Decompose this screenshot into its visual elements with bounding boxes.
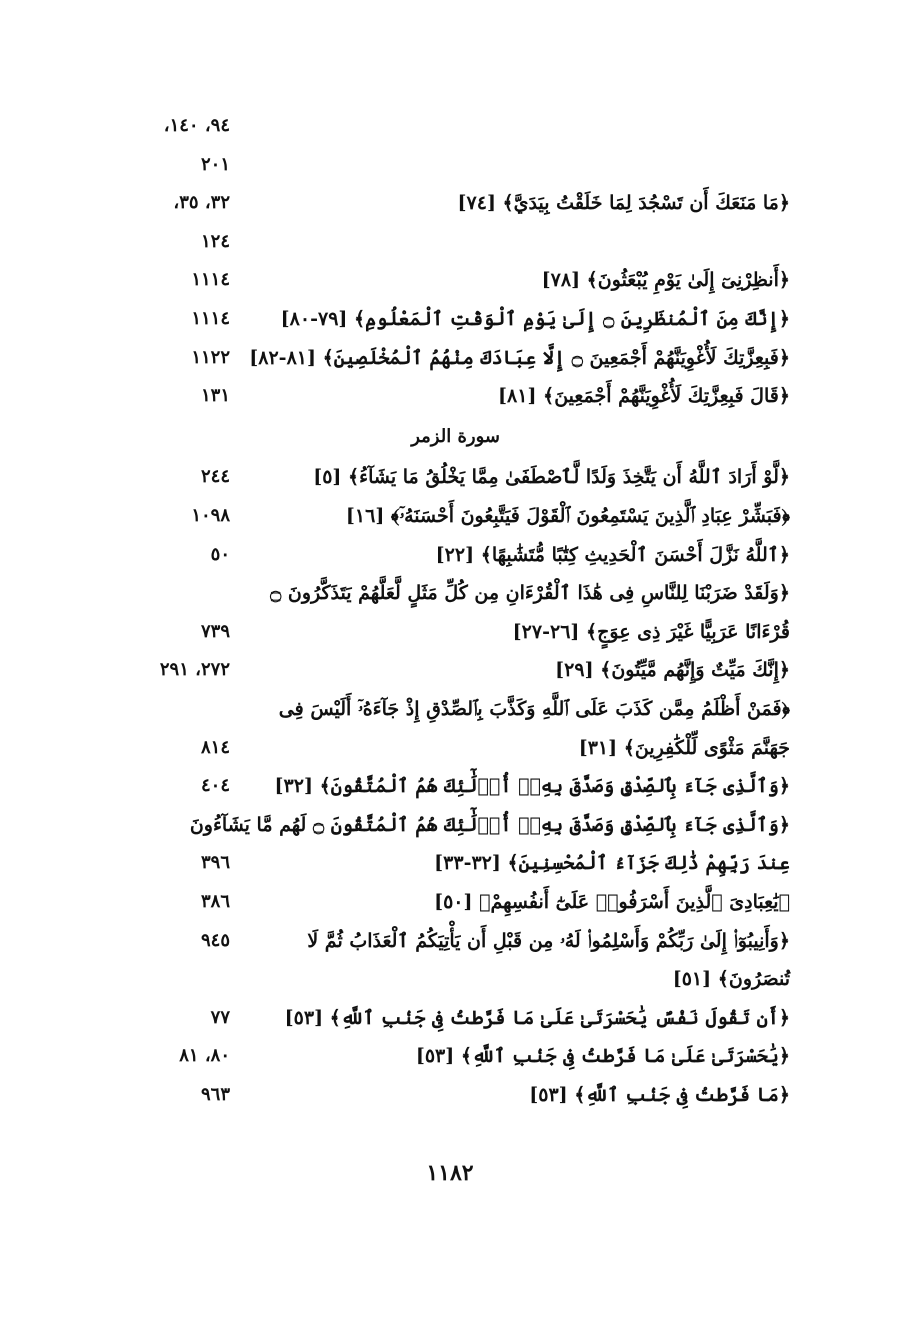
verse-text: ﴿أَن تَقُولَ نَفْسٌ يَٰحَسْرَتَىٰ عَلَىٰ مَا فَرَّطتُ فِى جَنۢبِ ٱللَّهِ﴾ [٥٣] <box>284 1006 790 1029</box>
page-references: ٧٧ <box>210 1006 230 1028</box>
page-references: ١١١٤ <box>191 269 230 291</box>
index-entry <box>0 573 900 613</box>
verse-text: ﴿إِنَّكَ مَيِّتٌ وَإِنَّهُم مَّيِّتُونَ﴾ [٢٩] <box>555 659 790 682</box>
verse-text: جَهَنَّمَ مَثْوًى لِّلْكَٰفِرِينَ﴾ [٣١] <box>578 736 790 759</box>
page-references: ٩٤٥ <box>200 929 230 951</box>
index-entry <box>0 882 900 922</box>
verse-text: ﴿وَلَقَدْ ضَرَبْنَا لِلنَّاسِ فِى هَٰذَا ٱلْقُرْءَانِ مِن كُلِّ مَثَلٍ لَّعَلَّهُمْ يَتَذَكَّرُونَ ۝ <box>270 582 790 605</box>
index-entry <box>0 338 900 378</box>
verse-text: ﴿فَبِعِزَّتِكَ لَأُغْوِيَنَّهُمْ أَجْمَعِينَ ۝ إِلَّا عِبَادَكَ مِنْهُمُ ٱلْمُخْلَصِينَ﴾ [٨١-٨٢] <box>249 346 790 369</box>
page-references: ٣٨٦ <box>200 891 230 912</box>
verse-text: ﴿ٱللَّهُ نَزَّلَ أَحْسَنَ ٱلْحَدِيثِ كِتَٰبًا مُّتَشَٰبِهًا﴾ [٢٢] <box>435 543 790 566</box>
page-references: ١٣١ <box>200 385 230 407</box>
index-entry <box>0 222 900 262</box>
index-entry <box>0 260 900 300</box>
verse-text: ﴿لَّوْ أَرَادَ ٱللَّهُ أَن يَتَّخِذَ وَلَدًا لَّٱصْطَفَىٰ مِمَّا يَخْلُقُ مَا يَشَآءُ﴾ [٥] <box>313 466 790 489</box>
page-references: ٩٦٣ <box>200 1084 230 1105</box>
index-entry <box>0 299 900 339</box>
page-references: ٩٤، ١٤٠، <box>163 115 230 136</box>
verse-text: ﴿مَا مَنَعَكَ أَن تَسْجُدَ لِمَا خَلَقْتُ بِيَدَيَّ﴾ [٧٤] <box>457 192 790 215</box>
verse-text: ﴿فَمَنْ أَظْلَمُ مِمَّن كَذَبَ عَلَى ٱللَّهِ وَكَذَّبَ بِٱلصِّدْقِ إِذْ جَآءَهُۥٓ أَلَيْسَ فِى <box>278 698 790 720</box>
index-entry <box>0 805 900 845</box>
verse-text: ﴿إِنَّكَ مِنَ ٱلْمُنظَرِينَ ۝ إِلَىٰ يَوْمِ ٱلْوَقْتِ ٱلْمَعْلُومِ﴾ [٧٩-٨٠] <box>280 308 790 330</box>
index-entry <box>0 376 900 416</box>
surah-heading-row <box>0 417 900 457</box>
index-entry <box>0 183 900 223</box>
page-references: ١١١٤ <box>191 308 230 329</box>
index-entry <box>0 650 900 690</box>
index-entry <box>0 535 900 575</box>
verse-text: ﴿وَأَنِيبُوٓا۟ إِلَىٰ رَبِّكُمْ وَأَسْلِمُوا۟ لَهُۥ مِن قَبْلِ أَن يَأْتِيَكُمُ ٱلْعَذَابُ ثُمَّ لَا <box>307 929 790 952</box>
page-references: ١٢٤ <box>200 230 230 252</box>
index-entry <box>0 612 900 652</box>
page-references: ٧٣٩ <box>200 620 230 642</box>
page-references: ٤٠٤ <box>200 775 230 797</box>
index-entry <box>0 766 900 806</box>
verse-text: ﴿فَبَشِّرْ عِبَادِ ٱلَّذِينَ يَسْتَمِعُونَ ٱلْقَوْلَ فَيَتَّبِعُونَ أَحْسَنَهُۥٓ﴾ [١٦] <box>345 505 790 527</box>
surah-heading: سورة الزمر <box>411 425 500 447</box>
page-references: ٢٧٢، ٢٩١ <box>159 659 230 681</box>
index-entry <box>0 843 900 883</box>
verse-text: ﴿وَٱلَّذِى جَآءَ بِٱلصِّدْقِ وَصَدَّقَ بِهِۦٓ أُو۟لَٰٓئِكَ هُمُ ٱلْمُتَّقُونَ ۝ لَهُم مَّا يَشَآءُونَ <box>189 813 790 836</box>
verse-text: عِندَ رَبِّهِمْ ذَٰلِكَ جَزَآءُ ٱلْمُحْسِنِينَ﴾ [٣٢-٣٣] <box>434 852 790 875</box>
verse-text: ﴿يَٰحَسْرَتَىٰ عَلَىٰ مَا فَرَّطتُ فِى جَنۢبِ ٱللَّهِ﴾ [٥٣] <box>415 1045 790 1068</box>
verse-text: تُنصَرُونَ﴾ [٥١] <box>672 968 790 991</box>
index-entry <box>0 457 900 497</box>
index-entry <box>0 106 900 146</box>
page-references: ٢٤٤ <box>200 466 230 488</box>
index-entry <box>0 728 900 768</box>
page-references: ٨١٤ <box>200 736 230 758</box>
index-entry <box>0 959 900 999</box>
index-entry <box>0 1075 900 1115</box>
page-references: ٣٢، ٣٥، <box>173 192 230 214</box>
verse-text: قُرْءَانًا عَرَبِيًّا غَيْرَ ذِى عِوَجٍ﴾ [٢٦-٢٧] <box>512 620 790 643</box>
verse-text: ﴿قَالَ فَبِعِزَّتِكَ لَأُغْوِيَنَّهُمْ أَجْمَعِينَ﴾ [٨١] <box>498 385 790 408</box>
page-references: ١١٢٢ <box>191 346 230 368</box>
verse-text: ﴿يَٰعِبَادِىَ ٱلَّذِينَ أَسْرَفُوا۟ عَلَىٰٓ أَنفُسِهِمْ﴾ [٥٠] <box>434 891 790 913</box>
verse-text: ﴿أَنظِرْنِىٓ إِلَىٰ يَوْمِ يُبْعَثُونَ﴾ [٧٨] <box>541 269 790 292</box>
page-references: ٣٩٦ <box>200 852 230 874</box>
verse-text: ﴿وَٱلَّذِى جَآءَ بِٱلصِّدْقِ وَصَدَّقَ بِهِۦٓ أُو۟لَٰٓئِكَ هُمُ ٱلْمُتَّقُونَ﴾ [٣٢] <box>274 775 790 798</box>
page-references: ٨٠، ٨١ <box>179 1045 230 1067</box>
index-entry <box>0 689 900 729</box>
index-entry <box>0 145 900 185</box>
page-references: ١٠٩٨ <box>191 505 230 526</box>
index-entry <box>0 496 900 536</box>
page-references: ٥٠ <box>210 543 230 565</box>
index-entry <box>0 1036 900 1076</box>
index-entry <box>0 998 900 1038</box>
verse-text: ﴿مَا فَرَّطتُ فِى جَنۢبِ ٱللَّهِ﴾ [٥٣] <box>529 1084 790 1106</box>
page-references: ٢٠١ <box>200 153 230 175</box>
index-entry <box>0 921 900 961</box>
page-number: ١١٨٢ <box>426 1160 474 1186</box>
